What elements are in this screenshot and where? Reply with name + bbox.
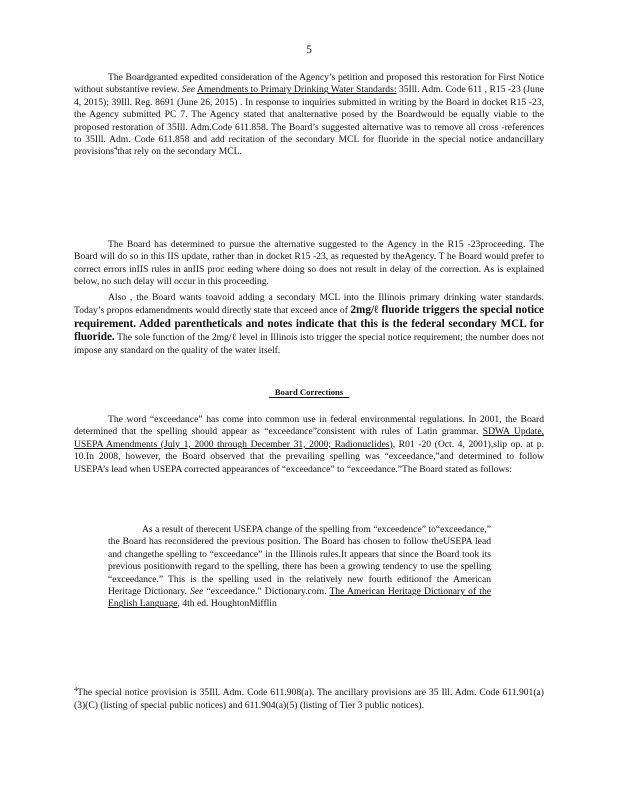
paragraph-determination: The Board has determined to pursue the alternative suggested to the Agency in the R15 -23proceeding. The Board will do so in this IIS update, rather than in docket R15 -23, as requested by theAgency. T he Board would prefer to correct errors inIIS rules in anIIS proc eeding where doing so does not result in delay of the correction. As is explained below, no such delay will occur in this proceeding.	[74, 239, 544, 288]
quote-see-signal: See	[190, 586, 204, 598]
citation-amendments: Amendments to Primary Drinking Water Standards:	[197, 84, 397, 96]
footnote-text: The special notice provision is 35Ill. Adm. Code 611.908(a). The ancillary provisions are 35 Ill. Adm. Code 611.901(a)(3)(C) (listing of special public notices) and 611.904(a)(5) (listing of Tier 3 public notices).	[74, 687, 544, 712]
section-heading	[0, 387, 618, 397]
p3-bold-text: 2mg/ℓ fluoride triggers the special notice requirement. Added parentheticals and notes indicate that this is the federal secondary MCL for fluoride.	[74, 304, 544, 344]
footnote-ref: 4	[113, 145, 118, 153]
page-number: 5	[306, 44, 312, 56]
footnote	[74, 686, 544, 712]
block-quote	[108, 524, 491, 611]
p4-text-b: , R01 -20 (Oct. 4, 2001),slip op. at p. 10.In 2008, however, the Board observed that the prevailing spelling was “exceedance,”and determined to follow USEPA’s lead when USEPA corrected appearances of “exceedance” to “exceedance.”The Board stated as follows:	[74, 438, 544, 475]
p1-text-c: that rely on the secondary MCL.	[117, 146, 242, 158]
p1-text-b: 35Ill. Adm. Code 611 , R15 -23 (June 4, 2015); 39Ill. Reg. 8691 (June 26, 2015) . In response to inquiries submitted in writing by the Board in docket R15 -23, the Agency submitted PC 7. The Agency stated that analternative posed by the Boardwould be equally viable to the proposed restoration of 35Ill. Adm.Code 611.858. The Board’s suggested alternative was to remove all cross -references to 35Ill. Adm. Code 611.858 and add recitation of the secondary MCL for fluoride in the special notice andancillary provisions	[74, 84, 544, 158]
p3-text-a: Also , the Board wants toavoid adding a secondary MCL into the Illinois primary drinking water standards. Today’s propos edamendments would directly state that exceed ance of	[74, 292, 544, 317]
paragraph-secondary-mcl	[74, 292, 544, 357]
citation-sdwa-update: SDWA Update, USEPA Amendments (July 1, 2000 through December 31, 2000; Radionuclides)	[74, 426, 545, 450]
p1-text-a: The Boardgranted expedited consideration of the Agency’s petition and proposed this restoration for First Notice without substantive review.	[74, 72, 544, 96]
quote-text-a: As a result of therecent USEPA change of the spelling from “exceedence” to“exceedance,” the Board has reconsidered the previous position. The Board has chosen to follow theUSEPA lead and changethe spelling to “exceedance” in the Illinois rules.It appears that since the Board took its previous positionwith regard to the spelling, there has been a growing tendency to use the spelling “exceedance.” This is the spelling used in the relatively new fourth editionof the American Heritage Dictionary.	[108, 524, 491, 598]
footnote-marker: 4	[74, 685, 78, 693]
section-heading-text: Board Corrections	[269, 387, 349, 398]
p4-text-a: The word “exceedance” has come into common use in federal environmental regulations. In 2001, the Board determined that the spelling should appear as “exceedance”consistent with rules of Latin grammar.	[74, 414, 544, 438]
quote-text-c: , 4th ed. HoughtonMifflin	[177, 598, 277, 610]
paragraph-exceedance	[74, 414, 544, 476]
quote-text-b: “exceedance.” Dictionary.com.	[206, 586, 327, 598]
paragraph-restoration	[74, 72, 544, 159]
citation-dictionary: The American Heritage Dictionary of the English Language	[108, 586, 491, 610]
p3-text-c: The sole function of the 2mg/ℓ level in Illinois isto trigger the special notice requirement; the number does not impose any standard on the quality of the water itself.	[74, 332, 544, 356]
see-signal: See	[181, 84, 196, 96]
